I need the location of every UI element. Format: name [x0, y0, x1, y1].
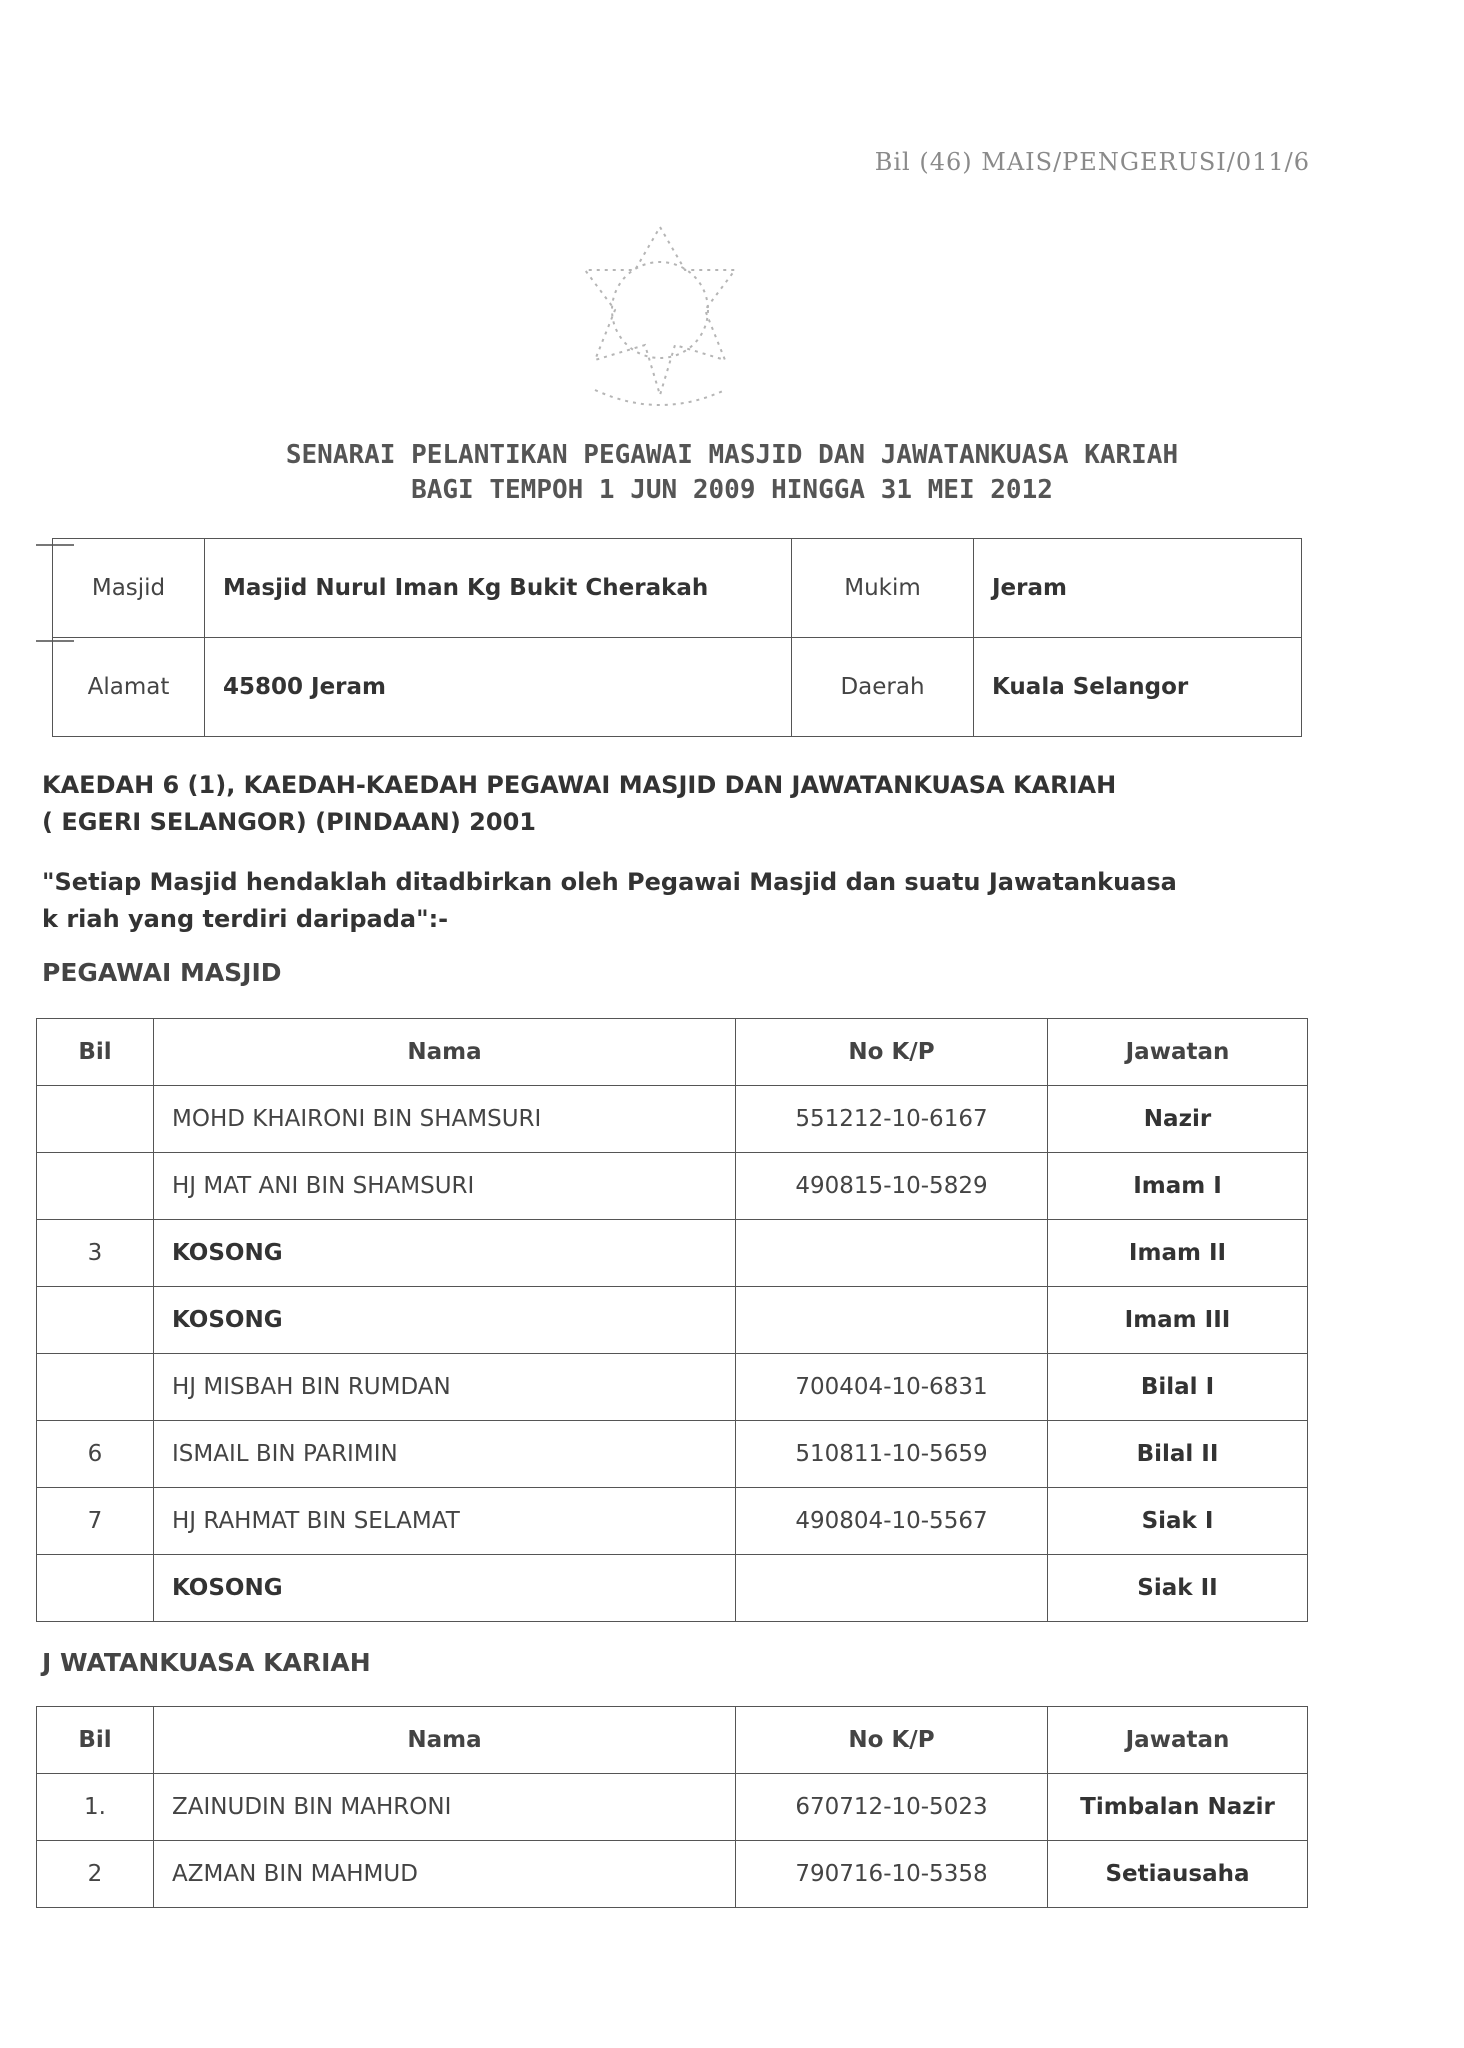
row-nokp: 700404-10-6831 — [736, 1354, 1048, 1421]
row-nama: HJ MAT ANI BIN SHAMSURI — [154, 1153, 736, 1220]
document-title: SENARAI PELANTIKAN PEGAWAI MASJID DAN JAWATANKUASA KARIAH — [285, 440, 1179, 470]
header-bil: Bil — [37, 1707, 154, 1774]
row-nama: ZAINUDIN BIN MAHRONI — [154, 1774, 736, 1841]
alamat-value: 45800 Jeram — [205, 638, 792, 737]
table-header-row — [37, 1707, 1308, 1774]
row-nama: KOSONG — [154, 1220, 736, 1287]
row-bil: 3 — [37, 1220, 154, 1287]
row-bil — [37, 1287, 154, 1354]
table-row — [37, 1421, 1308, 1488]
row-nokp: 790716-10-5358 — [736, 1841, 1048, 1908]
daerah-label: Daerah — [792, 638, 974, 737]
row-nokp — [736, 1555, 1048, 1622]
row-nama: HJ MISBAH BIN RUMDAN — [154, 1354, 736, 1421]
header-nokp: No K/P — [736, 1707, 1048, 1774]
reference-number: Bil (46) MAIS/PENGERUSI/011/6 — [874, 148, 1310, 176]
daerah-value: Kuala Selangor — [974, 638, 1302, 737]
table-row — [37, 1287, 1308, 1354]
table-row — [37, 1774, 1308, 1841]
row-nokp: 490815-10-5829 — [736, 1153, 1048, 1220]
row-nama: KOSONG — [154, 1555, 736, 1622]
table-row — [37, 1841, 1308, 1908]
header-nama: Nama — [154, 1019, 736, 1086]
mosque-info-table — [52, 538, 1302, 737]
row-jawatan: Imam I — [1048, 1153, 1308, 1220]
rule-reference-line2: ( EGERI SELANGOR) (PINDAAN) 2001 — [42, 808, 536, 836]
row-bil — [37, 1354, 154, 1421]
masjid-value: Masjid Nurul Iman Kg Bukit Cherakah — [205, 539, 792, 638]
pegawai-heading: PEGAWAI MASJID — [42, 958, 282, 987]
alamat-label: Alamat — [53, 638, 205, 737]
seal-emblem — [555, 215, 765, 425]
table-row — [37, 1220, 1308, 1287]
header-jawatan: Jawatan — [1048, 1707, 1308, 1774]
row-bil — [37, 1153, 154, 1220]
row-bil: 1. — [37, 1774, 154, 1841]
row-nama: AZMAN BIN MAHMUD — [154, 1841, 736, 1908]
quote-line1: "Setiap Masjid hendaklah ditadbirkan oleh Pegawai Masjid dan suatu Jawatankuasa — [42, 868, 1177, 896]
row-nokp — [736, 1287, 1048, 1354]
row-nokp: 490804-10-5567 — [736, 1488, 1048, 1555]
row-nama: HJ RAHMAT BIN SELAMAT — [154, 1488, 736, 1555]
mukim-label: Mukim — [792, 539, 974, 638]
row-bil — [37, 1086, 154, 1153]
quote-line2: k riah yang terdiri daripada":- — [42, 905, 449, 933]
row-nokp: 670712-10-5023 — [736, 1774, 1048, 1841]
pegawai-table — [36, 1018, 1308, 1622]
row-bil: 6 — [37, 1421, 154, 1488]
header-nokp: No K/P — [736, 1019, 1048, 1086]
row-nokp — [736, 1220, 1048, 1287]
document-subtitle: BAGI TEMPOH 1 JUN 2009 HINGGA 31 MEI 2012 — [411, 475, 1053, 505]
table-row — [37, 1086, 1308, 1153]
row-jawatan: Imam III — [1048, 1287, 1308, 1354]
row-bil: 2 — [37, 1841, 154, 1908]
row-nama: MOHD KHAIRONI BIN SHAMSURI — [154, 1086, 736, 1153]
mukim-value: Jeram — [974, 539, 1302, 638]
row-jawatan: Timbalan Nazir — [1048, 1774, 1308, 1841]
rule-reference-line1: KAEDAH 6 (1), KAEDAH-KAEDAH PEGAWAI MASJID DAN JAWATANKUASA KARIAH — [42, 771, 1117, 799]
row-jawatan: Siak II — [1048, 1555, 1308, 1622]
table-row — [37, 1354, 1308, 1421]
row-jawatan: Nazir — [1048, 1086, 1308, 1153]
row-bil — [37, 1555, 154, 1622]
jawatankuasa-table — [36, 1706, 1308, 1908]
jawatankuasa-heading: J WATANKUASA KARIAH — [42, 1648, 371, 1677]
header-nama: Nama — [154, 1707, 736, 1774]
table-row — [37, 1488, 1308, 1555]
row-jawatan: Imam II — [1048, 1220, 1308, 1287]
row-nama: KOSONG — [154, 1287, 736, 1354]
row-nokp: 551212-10-6167 — [736, 1086, 1048, 1153]
table-row — [37, 1153, 1308, 1220]
row-jawatan: Setiausaha — [1048, 1841, 1308, 1908]
row-nama: ISMAIL BIN PARIMIN — [154, 1421, 736, 1488]
header-bil: Bil — [37, 1019, 154, 1086]
row-jawatan: Bilal II — [1048, 1421, 1308, 1488]
row-nokp: 510811-10-5659 — [736, 1421, 1048, 1488]
header-jawatan: Jawatan — [1048, 1019, 1308, 1086]
row-bil: 7 — [37, 1488, 154, 1555]
table-row — [37, 1555, 1308, 1622]
table-header-row — [37, 1019, 1308, 1086]
row-jawatan: Siak I — [1048, 1488, 1308, 1555]
row-jawatan: Bilal I — [1048, 1354, 1308, 1421]
masjid-label: Masjid — [53, 539, 205, 638]
